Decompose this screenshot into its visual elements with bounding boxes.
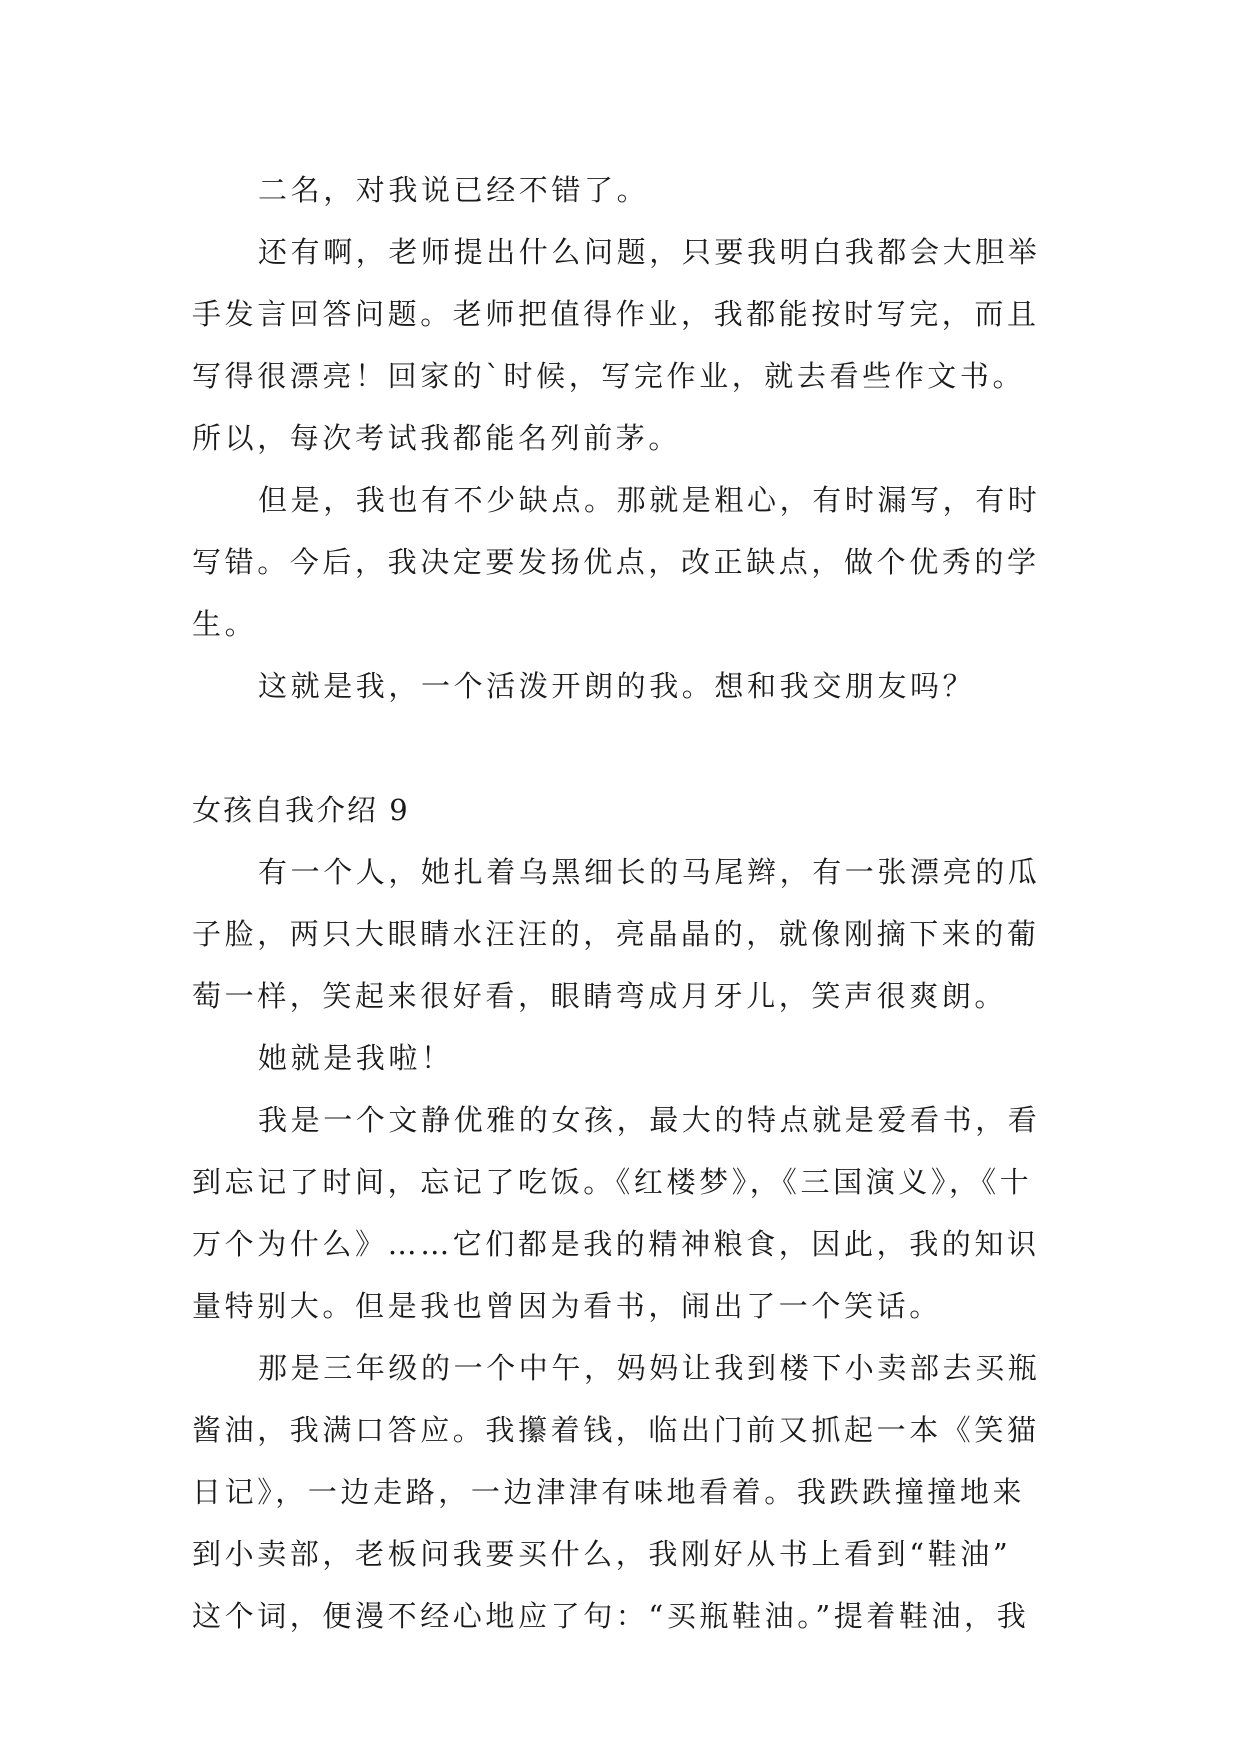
paragraph-line: 到忘记了时间，忘记了吃饭。《红楼梦》，《三国演义》，《十 bbox=[192, 1165, 1033, 1199]
paragraph-line: 所以，每次考试我都能名列前茅。 bbox=[192, 421, 682, 455]
paragraph-line: 这就是我，一个活泼开朗的我。想和我交朋友吗？ bbox=[258, 669, 976, 703]
paragraph-line: 子脸，两只大眼睛水汪汪的，亮晶晶的，就像刚摘下来的葡 bbox=[192, 917, 1040, 951]
paragraph-line: 但是，我也有不少缺点。那就是粗心，有时漏写，有时 bbox=[258, 483, 1041, 517]
paragraph-line: 这个词，便漫不经心地应了句：“买瓶鞋油。”提着鞋油，我 bbox=[192, 1599, 1030, 1633]
paragraph-line: 日记》，一边走路，一边津津有味地看着。我跌跌撞撞地来 bbox=[192, 1475, 1026, 1509]
paragraph-line: 手发言回答问题。老师把值得作业，我都能按时写完，而且 bbox=[192, 297, 1040, 331]
paragraph-line: 那是三年级的一个中午，妈妈让我到楼下小卖部去买瓶 bbox=[258, 1351, 1041, 1385]
paragraph-line: 还有啊，老师提出什么问题，只要我明白我都会大胆举 bbox=[258, 235, 1041, 269]
paragraph-line: 她就是我啦！ bbox=[258, 1041, 454, 1075]
paragraph-line: 写错。今后，我决定要发扬优点，改正缺点，做个优秀的学 bbox=[192, 545, 1040, 579]
paragraph-line: 酱油，我满口答应。我攥着钱，临出门前又抓起一本《笑猫 bbox=[192, 1413, 1040, 1447]
paragraph-line: 到小卖部，老板问我要买什么，我刚好从书上看到“鞋油” bbox=[192, 1537, 1012, 1571]
paragraph-line: 萄一样，笑起来很好看，眼睛弯成月牙儿，笑声很爽朗。 bbox=[192, 979, 1008, 1013]
section-heading: 女孩自我介绍 9 bbox=[192, 793, 410, 827]
paragraph-line: 量特别大。但是我也曾因为看书，闹出了一个笑话。 bbox=[192, 1289, 942, 1323]
paragraph-line: 万个为什么》……它们都是我的精神粮食，因此，我的知识 bbox=[192, 1227, 1040, 1261]
paragraph-line: 我是一个文静优雅的女孩，最大的特点就是爱看书，看 bbox=[258, 1103, 1041, 1137]
paragraph-line: 写得很漂亮！回家的`时候，写完作业，就去看些作文书。 bbox=[192, 359, 1026, 393]
paragraph-line: 生。 bbox=[192, 607, 258, 641]
paragraph-line: 有一个人，她扎着乌黑细长的马尾辫，有一张漂亮的瓜 bbox=[258, 855, 1041, 889]
paragraph-line: 二名，对我说已经不错了。 bbox=[258, 173, 650, 207]
